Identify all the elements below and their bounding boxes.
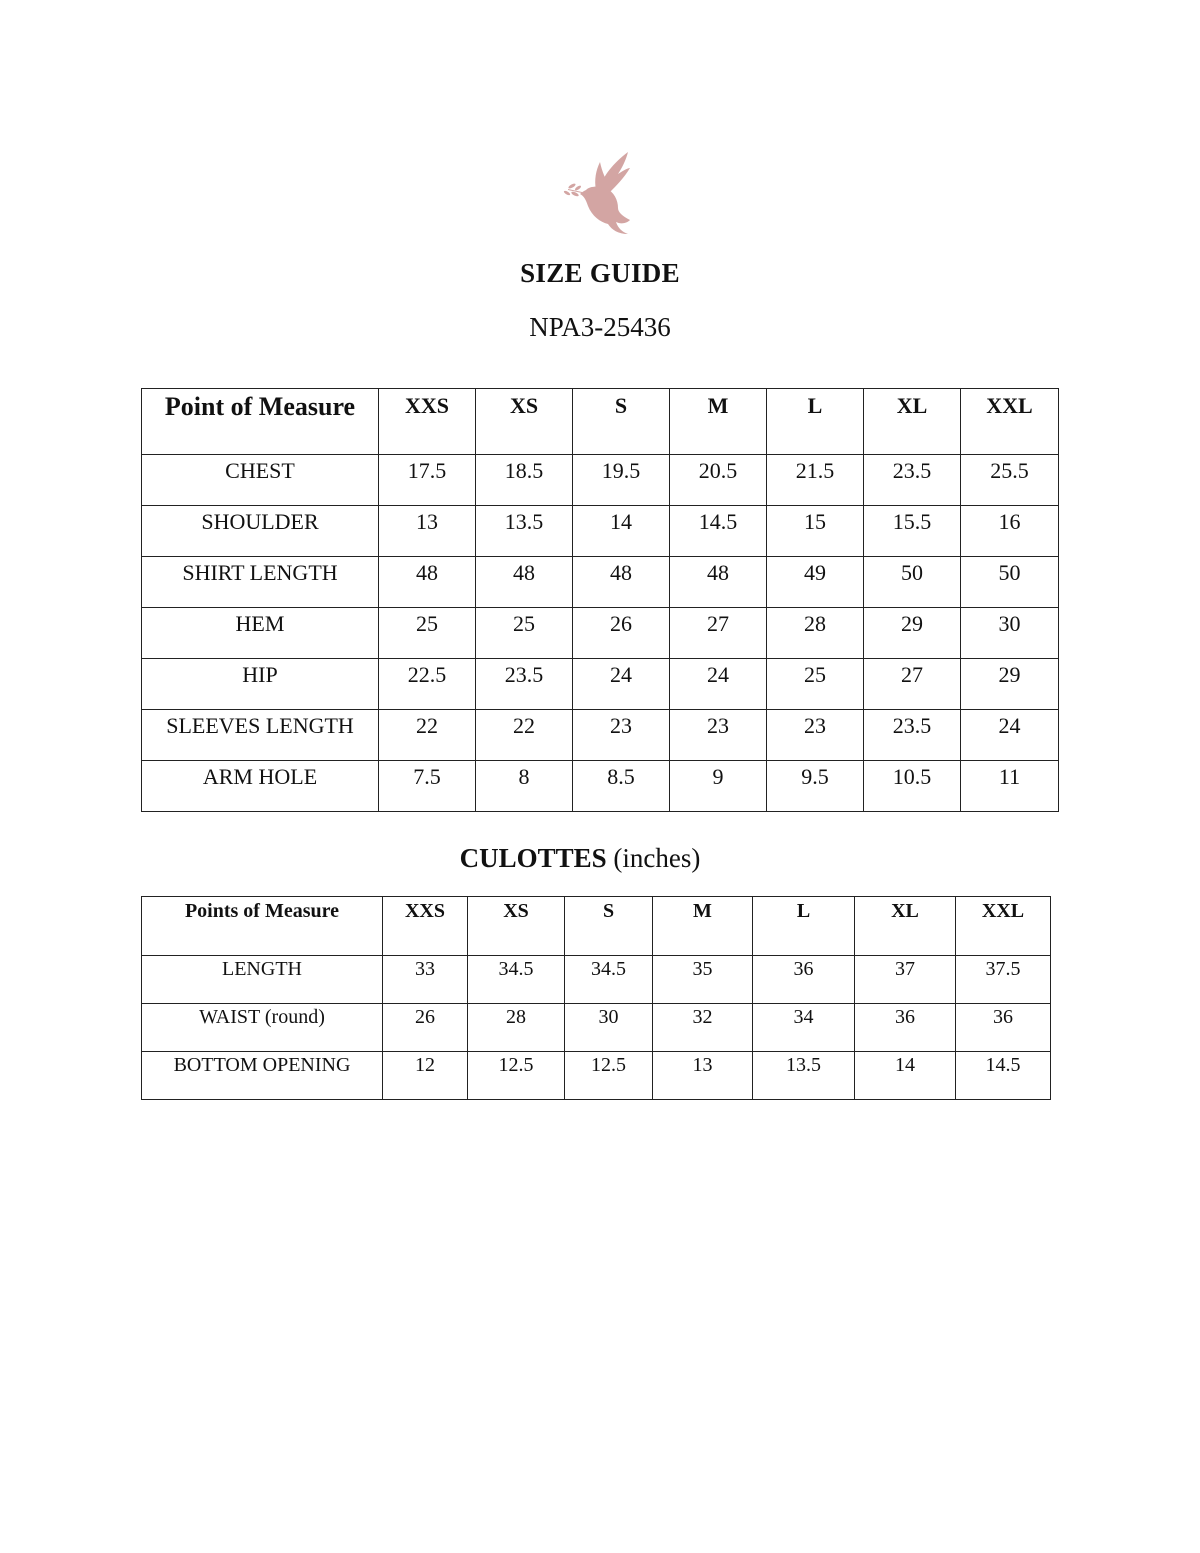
table-cell: 32 [653, 1004, 753, 1052]
measure-label: HEM [142, 608, 379, 659]
column-header: XS [468, 897, 565, 956]
column-header: XXL [961, 389, 1059, 455]
table-cell: 50 [961, 557, 1059, 608]
table-cell: 36 [956, 1004, 1051, 1052]
table-cell: 48 [379, 557, 476, 608]
table-cell: 24 [573, 659, 670, 710]
column-header: L [767, 389, 864, 455]
table-cell: 33 [383, 956, 468, 1004]
column-header: XS [476, 389, 573, 455]
culottes-heading [0, 843, 1160, 874]
table-cell: 14 [573, 506, 670, 557]
table-row [142, 1004, 1051, 1052]
culottes-size-table [141, 896, 1051, 1100]
column-header: Point of Measure [142, 389, 379, 455]
table-cell: 20.5 [670, 455, 767, 506]
table-cell: 23 [573, 710, 670, 761]
measure-label: LENGTH [142, 956, 383, 1004]
table-cell: 9.5 [767, 761, 864, 812]
column-header: Points of Measure [142, 897, 383, 956]
table-cell: 12.5 [565, 1052, 653, 1100]
table-cell: 8.5 [573, 761, 670, 812]
table-cell: 18.5 [476, 455, 573, 506]
table-cell: 13.5 [753, 1052, 855, 1100]
table-cell: 23 [767, 710, 864, 761]
table-cell: 27 [670, 608, 767, 659]
table-row [142, 506, 1059, 557]
table-cell: 21.5 [767, 455, 864, 506]
table-cell: 7.5 [379, 761, 476, 812]
table-cell: 19.5 [573, 455, 670, 506]
table-cell: 13.5 [476, 506, 573, 557]
table-cell: 9 [670, 761, 767, 812]
table-header-row [142, 897, 1051, 956]
column-header: XXL [956, 897, 1051, 956]
table-cell: 13 [653, 1052, 753, 1100]
column-header: XL [864, 389, 961, 455]
table-row [142, 1052, 1051, 1100]
measure-label: HIP [142, 659, 379, 710]
culottes-unit: (inches) [613, 843, 701, 873]
table-cell: 25.5 [961, 455, 1059, 506]
table-cell: 22 [379, 710, 476, 761]
table-cell: 34.5 [468, 956, 565, 1004]
table-cell: 25 [767, 659, 864, 710]
table-cell: 30 [565, 1004, 653, 1052]
table-cell: 15.5 [864, 506, 961, 557]
table-cell: 34.5 [565, 956, 653, 1004]
measure-label: SLEEVES LENGTH [142, 710, 379, 761]
table-cell: 50 [864, 557, 961, 608]
measure-label: SHIRT LENGTH [142, 557, 379, 608]
table-cell: 37 [855, 956, 956, 1004]
culottes-title: CULOTTES [459, 843, 607, 873]
measure-label: CHEST [142, 455, 379, 506]
table-cell: 48 [476, 557, 573, 608]
measure-label: ARM HOLE [142, 761, 379, 812]
table-cell: 49 [767, 557, 864, 608]
table-cell: 14.5 [670, 506, 767, 557]
page-title: SIZE GUIDE [520, 258, 680, 288]
table-cell: 12.5 [468, 1052, 565, 1100]
table-row [142, 659, 1059, 710]
table-header-row [142, 389, 1059, 455]
table-cell: 23 [670, 710, 767, 761]
column-header: XL [855, 897, 956, 956]
table-cell: 48 [670, 557, 767, 608]
table-cell: 29 [961, 659, 1059, 710]
table-cell: 34 [753, 1004, 855, 1052]
measure-label: WAIST (round) [142, 1004, 383, 1052]
table-cell: 22 [476, 710, 573, 761]
table-cell: 30 [961, 608, 1059, 659]
table-cell: 10.5 [864, 761, 961, 812]
table-cell: 14.5 [956, 1052, 1051, 1100]
table-row [142, 608, 1059, 659]
table-row [142, 761, 1059, 812]
table-cell: 23.5 [864, 455, 961, 506]
table-cell: 11 [961, 761, 1059, 812]
table-cell: 29 [864, 608, 961, 659]
table-cell: 15 [767, 506, 864, 557]
table-row [142, 557, 1059, 608]
table-cell: 27 [864, 659, 961, 710]
table-cell: 16 [961, 506, 1059, 557]
dove-logo-icon [556, 146, 638, 236]
measure-label: SHOULDER [142, 506, 379, 557]
table-cell: 26 [383, 1004, 468, 1052]
table-row [142, 956, 1051, 1004]
column-header: L [753, 897, 855, 956]
shirt-size-table [141, 388, 1059, 812]
table-cell: 28 [468, 1004, 565, 1052]
table-cell: 28 [767, 608, 864, 659]
table-cell: 36 [855, 1004, 956, 1052]
column-header: XXS [383, 897, 468, 956]
table-cell: 25 [379, 608, 476, 659]
column-header: S [565, 897, 653, 956]
table-cell: 13 [379, 506, 476, 557]
table-cell: 26 [573, 608, 670, 659]
column-header: M [653, 897, 753, 956]
table-cell: 35 [653, 956, 753, 1004]
table-cell: 14 [855, 1052, 956, 1100]
table-row [142, 455, 1059, 506]
table-cell: 36 [753, 956, 855, 1004]
table-cell: 8 [476, 761, 573, 812]
table-cell: 17.5 [379, 455, 476, 506]
table-cell: 24 [961, 710, 1059, 761]
table-cell: 12 [383, 1052, 468, 1100]
table-cell: 22.5 [379, 659, 476, 710]
column-header: XXS [379, 389, 476, 455]
column-header: M [670, 389, 767, 455]
table-cell: 25 [476, 608, 573, 659]
table-cell: 23.5 [864, 710, 961, 761]
table-cell: 48 [573, 557, 670, 608]
table-cell: 37.5 [956, 956, 1051, 1004]
measure-label: BOTTOM OPENING [142, 1052, 383, 1100]
table-cell: 23.5 [476, 659, 573, 710]
column-header: S [573, 389, 670, 455]
product-code: NPA3-25436 [529, 312, 671, 342]
table-cell: 24 [670, 659, 767, 710]
table-row [142, 710, 1059, 761]
